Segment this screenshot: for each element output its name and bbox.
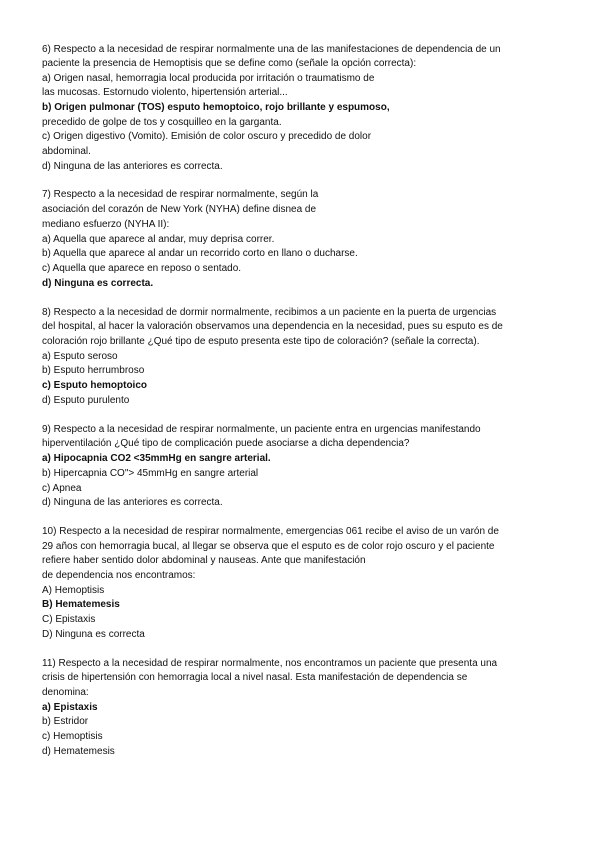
q9-stem-line-2: hiperventilación ¿Qué tipo de complicación puede asociarse a dicha dependencia?	[42, 438, 410, 449]
q7-stem-line-3: mediano esfuerzo (NYHA II):	[42, 219, 170, 230]
q6-stem-line-1: 6) Respecto a la necesidad de respirar normalmente una de las manifestaciones de dependencia de un	[42, 44, 501, 55]
q9-option-c: c) Apnea	[42, 483, 82, 494]
q11-stem-line-1: 11) Respecto a la necesidad de respirar normalmente, nos encontramos un paciente que presenta una	[42, 658, 498, 669]
q10-stem-line-2: 29 años con hemorragia bucal, al llegar se observa que el esputo es de color rojo oscuro y el paciente	[42, 541, 495, 552]
q6-option-b-line-1: b) Origen pulmonar (TOS) esputo hemoptoico, rojo brillante y espumoso,	[42, 102, 390, 113]
q10-option-b: B) Hematemesis	[42, 599, 120, 610]
q6-option-c-line-2: abdominal.	[42, 146, 91, 157]
q11-stem-line-3: denomina:	[42, 687, 89, 698]
q6-stem-line-2: paciente la presencia de Hemoptisis que se define como (señale la opción correcta):	[42, 58, 417, 69]
q6-option-b-line-2: precedido de golpe de tos y cosquilleo en la garganta.	[42, 117, 282, 128]
q7-option-a: a) Aquella que aparece al andar, muy deprisa correr.	[42, 234, 275, 245]
q11-option-a: a) Epistaxis	[42, 702, 98, 713]
q6-option-a-line-1: a) Origen nasal, hemorragia local producida por irritación o traumatismo de	[42, 73, 375, 84]
q6-option-a-line-2: las mucosas. Estornudo violento, hipertensión arterial...	[42, 87, 288, 98]
q7-stem-line-1: 7) Respecto a la necesidad de respirar normalmente, según la	[42, 189, 319, 200]
q11-option-c: c) Hemoptisis	[42, 731, 103, 742]
q10-stem-line-4: de dependencia nos encontramos:	[42, 570, 196, 581]
q10-option-d: D) Ninguna es correcta	[42, 629, 145, 640]
q7-option-b: b) Aquella que aparece al andar un recorrido corto en llano o ducharse.	[42, 248, 358, 259]
q9-option-b: b) Hipercapnia CO"> 45mmHg en sangre arterial	[42, 468, 259, 479]
q10-stem-line-1: 10) Respecto a la necesidad de respirar normalmente, emergencias 061 recibe el aviso de un varón de	[42, 526, 499, 537]
q8-stem-line-3: coloración rojo brillante ¿Qué tipo de esputo presenta este tipo de coloración? (señale la correcta).	[42, 336, 480, 347]
q7-option-d: d) Ninguna es correcta.	[42, 278, 154, 289]
q8-option-b: b) Esputo herrumbroso	[42, 365, 145, 376]
q8-option-c: c) Esputo hemoptoico	[42, 380, 147, 391]
q11-option-d: d) Hematemesis	[42, 746, 115, 757]
q8-option-a: a) Esputo seroso	[42, 351, 118, 362]
q6-option-c-line-1: c) Origen digestivo (Vomito). Emisión de color oscuro y precedido de dolor	[42, 131, 372, 142]
q10-option-a: A) Hemoptisis	[42, 585, 105, 596]
q8-stem-line-2: del hospital, al hacer la valoración observamos una dependencia en la necesidad, pues su esputo es de	[42, 321, 503, 332]
q9-stem-line-1: 9) Respecto a la necesidad de respirar normalmente, un paciente entra en urgencias manifestando	[42, 424, 481, 435]
q10-option-c: C) Epistaxis	[42, 614, 96, 625]
q8-option-d: d) Esputo purulento	[42, 395, 130, 406]
q7-option-c: c) Aquella que aparece en reposo o sentado.	[42, 263, 242, 274]
q9-option-d: d) Ninguna de las anteriores es correcta.	[42, 497, 223, 508]
q7-stem-line-2: asociación del corazón de New York (NYHA) define disnea de	[42, 204, 317, 215]
q11-stem-line-2: crisis de hipertensión con hemorragia local a nivel nasal. Esta manifestación de dependencia se	[42, 672, 468, 683]
q11-option-b: b) Estridor	[42, 716, 89, 727]
q8-stem-line-1: 8) Respecto a la necesidad de dormir normalmente, recibimos a un paciente en la puerta de urgencias	[42, 307, 497, 318]
q9-option-a: a) Hipocapnia CO2 <35mmHg en sangre arterial.	[42, 453, 271, 464]
q6-option-d: d) Ninguna de las anteriores es correcta.	[42, 161, 223, 172]
q10-stem-line-3: refiere haber sentido dolor abdominal y nauseas. Ante que manifestación	[42, 555, 366, 566]
